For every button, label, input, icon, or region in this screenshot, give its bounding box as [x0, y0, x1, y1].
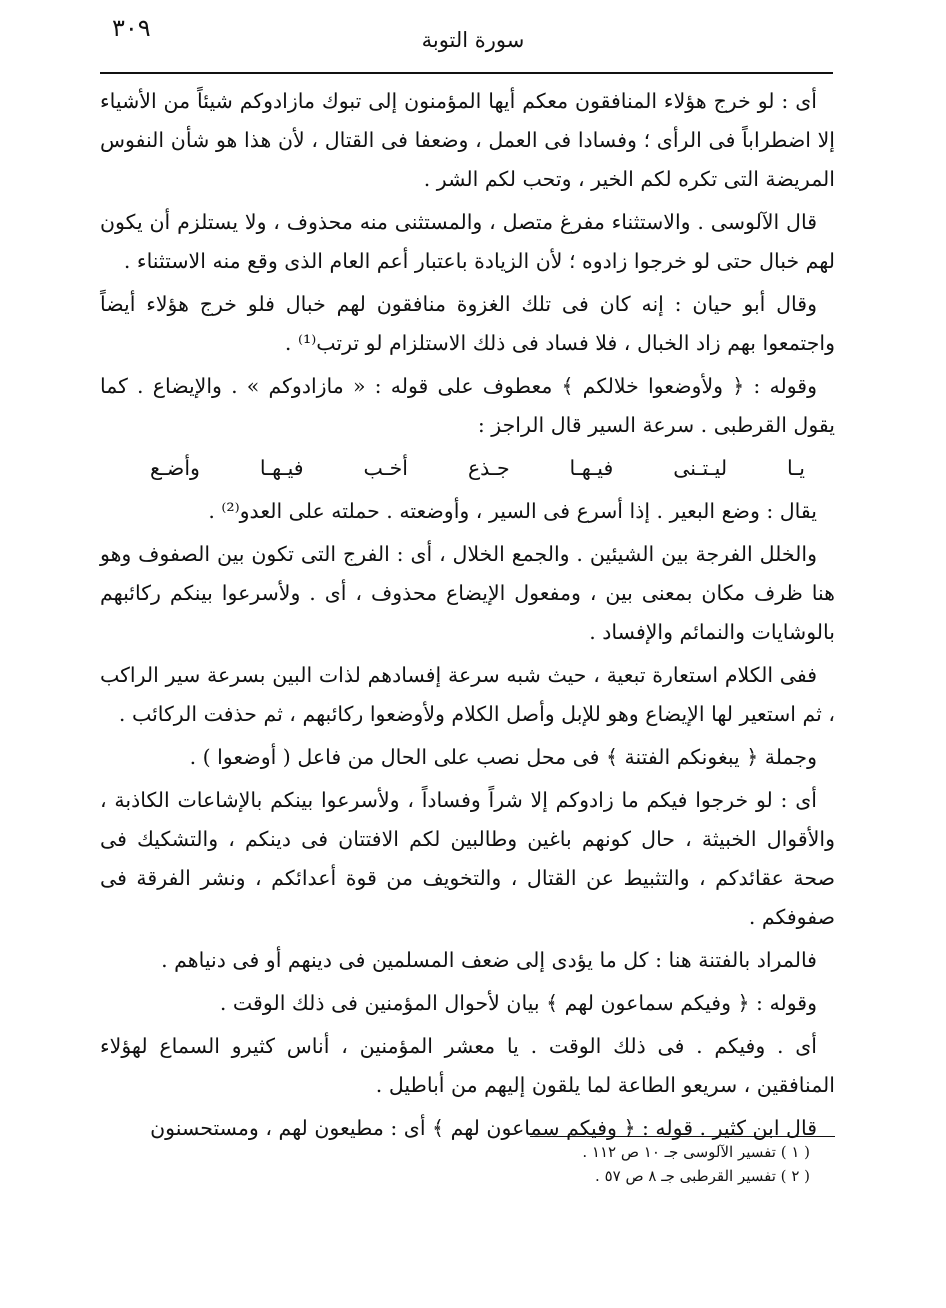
footnote-divider — [530, 1136, 835, 1137]
paragraph: أى : لو خرجوا فيكم ما زادوكم إلا شراً وفساداً ، ولأسرعوا بينكم بالإشاعات الكاذبة ، والأقوال الخبيثة ، حال كونهم باغين وطالبين لكم الافتتان فى دينكم ، والتشكيك فى صحة عقائدكم ، والتثبيط عن القتال ، والتخويف من قوة أعدائكم ، ونشر الفرقة فى صفوفكم . — [100, 788, 835, 929]
poetry-verse: يـا ليـتـنى فيـهـا جـذع أخـب فيـهـا وأضـع — [150, 456, 805, 480]
paragraph: فالمراد بالفتنة هنا : كل ما يؤدى إلى ضعف المسلمين فى دينهم أو فى دنياهم . — [161, 948, 817, 972]
header-divider — [100, 72, 833, 74]
main-text — [100, 82, 835, 1152]
page-number: ٣٠٩ — [112, 14, 151, 42]
paragraph: يقال : وضع البعير . إذا أسرع فى السير ، وأوضعته . حملته على العدو⁽²⁾ . — [208, 499, 817, 523]
footnote: ( ١ ) تفسير الآلوسى جـ ١٠ ص ١١٢ . — [582, 1143, 810, 1161]
paragraph: قال ابن كثير . قوله : ﴿ وفيكم سماعون لهم ﴾ أى : مطيعون لهم ، ومستحسنون — [150, 1116, 817, 1140]
paragraph: وجملة ﴿ يبغونكم الفتنة ﴾ فى محل نصب على الحال من فاعل ( أوضعوا ) . — [189, 745, 817, 769]
paragraph: وقال أبو حيان : إنه كان فى تلك الغزوة منافقون لهم خبال فلو خرج هؤلاء أيضاً واجتمعوا بهم زاد الخبال ، فلا فساد فى ذلك الاستلزام لو ترتب⁽¹⁾ . — [100, 292, 835, 355]
paragraph: والخلل الفرجة بين الشيئين . والجمع الخلال ، أى : الفرج التى تكون بين الصفوف وهو هنا ظرف مكان بمعنى بين ، ومفعول الإيضاع محذوف ، أى . ولأسرعوا بينكم ركائبهم بالوشايات والنمائم والإفساد . — [100, 542, 835, 644]
paragraph: وقوله : ﴿ ولأوضعوا خلالكم ﴾ معطوف على قوله : « مازادوكم » . والإيضاع . كما يقول القرطبى . سرعة السير قال الراجز : — [100, 374, 835, 437]
paragraph: وقوله : ﴿ وفيكم سماعون لهم ﴾ بيان لأحوال المؤمنين فى ذلك الوقت . — [219, 991, 817, 1015]
paragraph: ففى الكلام استعارة تبعية ، حيث شبه سرعة إفسادهم لذات البين بسرعة سير الراكب ، ثم استعير لها الإيضاع وهو للإبل وأصل الكلام ولأوضعوا ركائبهم ، ثم حذفت الركائب . — [100, 663, 835, 726]
paragraph: أى : لو خرج هؤلاء المنافقون معكم أيها المؤمنون إلى تبوك مازادوكم شيئاً من الأشياء إلا اضطراباً فى الرأى ؛ وفسادا فى العمل ، وضعفا فى القتال ، لأن هذا هو شأن النفوس المريضة التى تكره لكم الخير ، وتحب لكم الشر . — [100, 89, 835, 191]
running-title: سورة التوبة — [421, 28, 525, 52]
paragraph: قال الآلوسى . والاستثناء مفرغ متصل ، والمستثنى منه محذوف ، ولا يستلزم أن يكون لهم خبال حتى لو خرجوا زادوه ؛ لأن الزيادة باعتبار أعم العام الذى وقع منه الاستثناء . — [100, 210, 835, 273]
footnote: ( ٢ ) تفسير القرطبى جـ ٨ ص ٥٧ . — [595, 1167, 810, 1185]
paragraph: أى . وفيكم . فى ذلك الوقت . يا معشر المؤمنين ، أناس كثيرو السماع لهؤلاء المنافقين ، سريعو الطاعة لما يلقون إليهم من أباطيل . — [100, 1034, 835, 1097]
footnotes — [100, 1140, 810, 1188]
